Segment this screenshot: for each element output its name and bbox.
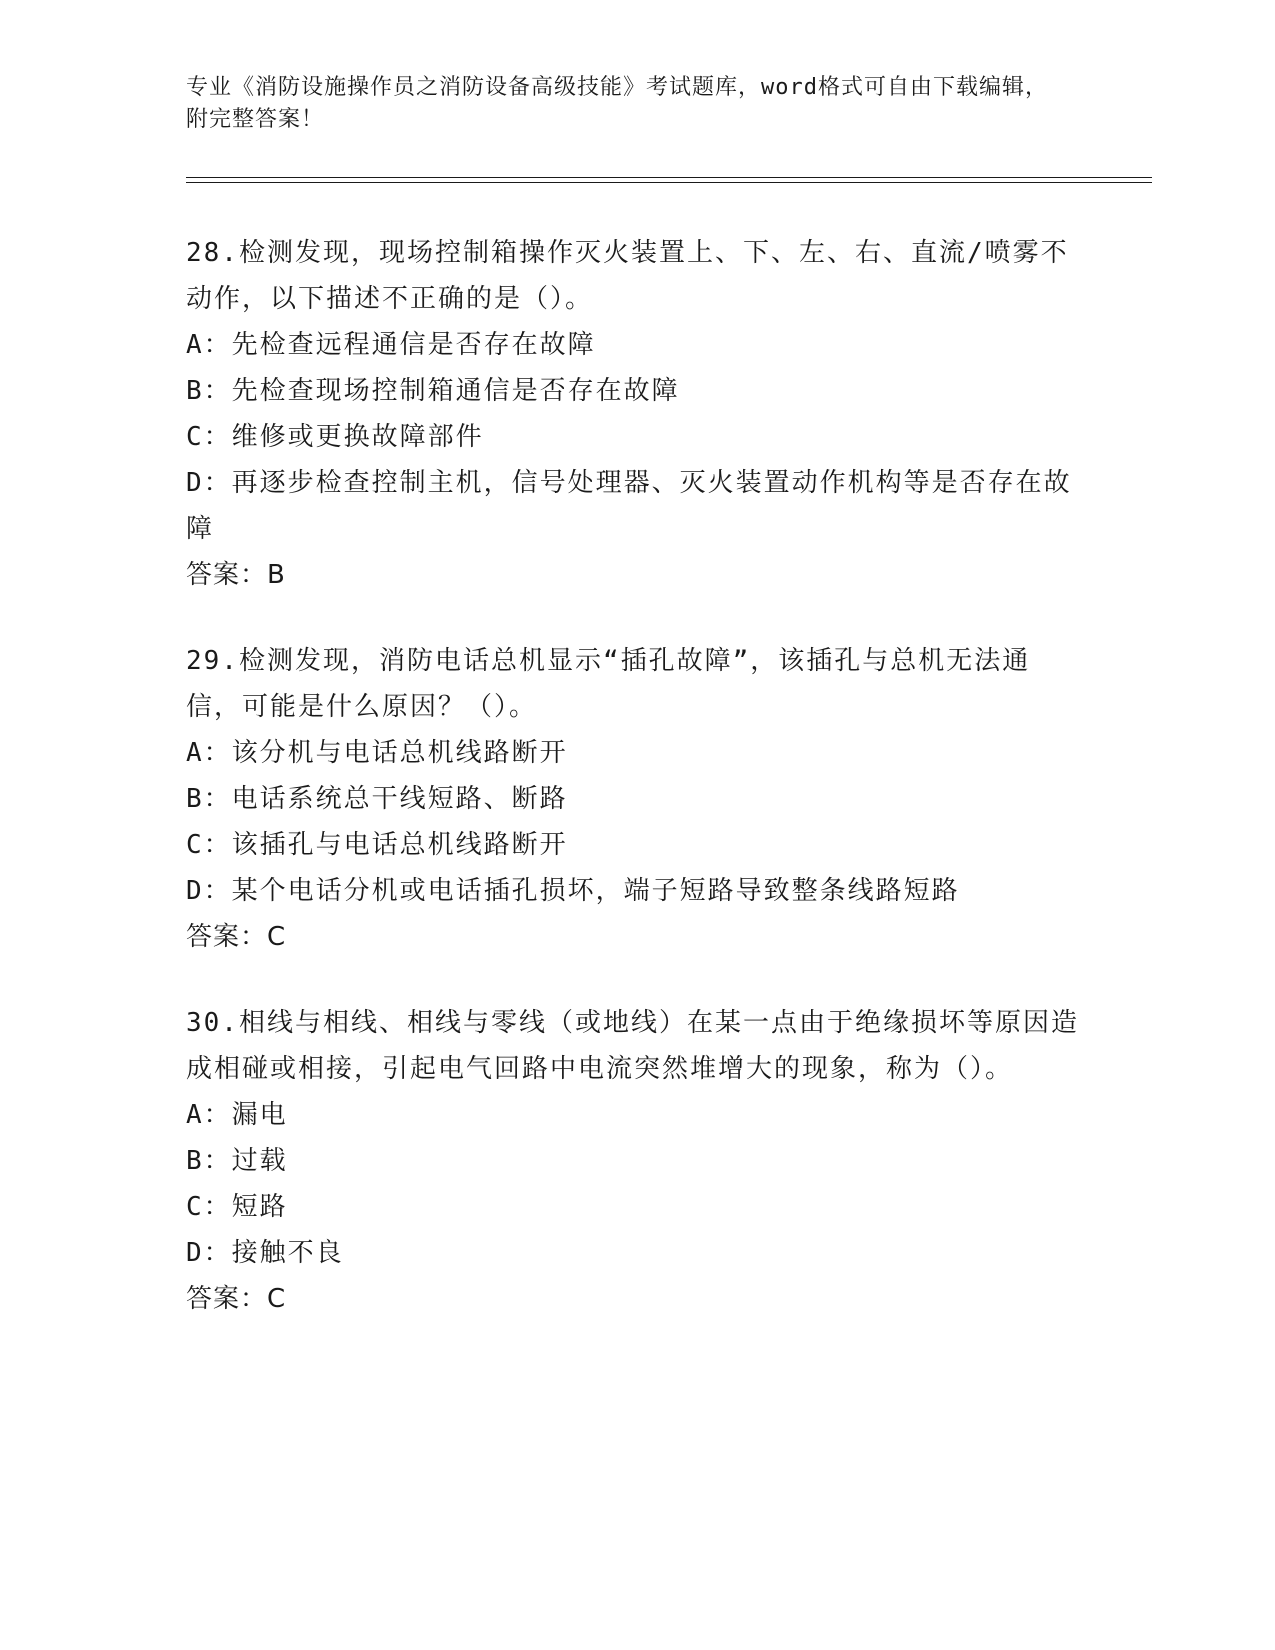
option-a: A：该分机与电话总机线路断开 <box>186 738 568 768</box>
option-b: B：电话系统总干线短路、断路 <box>186 784 568 814</box>
answer-line: 答案：C <box>186 1284 287 1314</box>
option-c: C：短路 <box>186 1192 288 1222</box>
question-28 <box>186 230 1086 598</box>
option-b: B：先检查现场控制箱通信是否存在故障 <box>186 376 680 406</box>
question-29 <box>186 638 1086 960</box>
question-text: 28.检测发现，现场控制箱操作灭火装置上、下、左、右、直流/喷雾不动作，以下描述不正确的是（）。 <box>186 238 1069 314</box>
header-text: 专业《消防设施操作员之消防设备高级技能》考试题库，word格式可自由下载编辑，附完整答案！ <box>186 75 1048 132</box>
document-header <box>186 72 1066 136</box>
question-list <box>186 230 1086 1362</box>
option-a: A：先检查远程通信是否存在故障 <box>186 330 596 360</box>
option-d: D：某个电话分机或电话插孔损坏，端子短路导致整条线路短路 <box>186 876 960 906</box>
question-30 <box>186 1000 1086 1322</box>
option-b: B：过载 <box>186 1146 288 1176</box>
question-text: 29.检测发现，消防电话总机显示“插孔故障”，该插孔与总机无法通信，可能是什么原因？（）。 <box>186 646 1031 722</box>
header-divider-bottom <box>186 182 1152 183</box>
option-d: D：接触不良 <box>186 1238 344 1268</box>
option-a: A：漏电 <box>186 1100 288 1130</box>
answer-line: 答案：B <box>186 560 286 590</box>
option-c: C：该插孔与电话总机线路断开 <box>186 830 568 860</box>
option-c: C：维修或更换故障部件 <box>186 422 484 452</box>
option-d: D：再逐步检查控制主机，信号处理器、灭火装置动作机构等是否存在故障 <box>186 468 1072 544</box>
answer-line: 答案：C <box>186 922 287 952</box>
question-text: 30.相线与相线、相线与零线（或地线）在某一点由于绝缘损坏等原因造成相碰或相接，引起电气回路中电流突然堆增大的现象，称为（）。 <box>186 1008 1079 1084</box>
header-divider-top <box>186 177 1152 178</box>
